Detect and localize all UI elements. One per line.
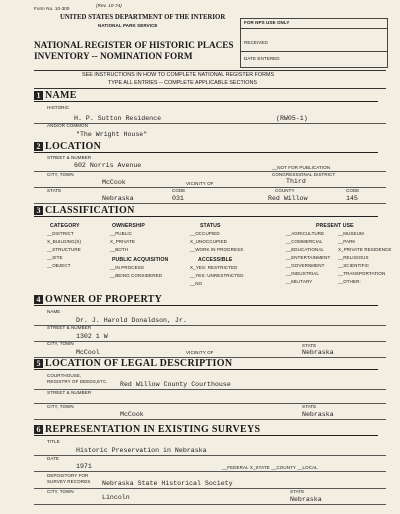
owner-name-value: Dr. J. Harold Donaldson, Jr. [76, 317, 187, 324]
classification-option: __EDUCATIONAL [286, 247, 324, 252]
survey-date-value: 1971 [76, 463, 92, 470]
classification-option: __DISTRICT [47, 231, 74, 236]
classification-option: X_UNOCCUPIED [190, 239, 227, 244]
classification-option: __INDUSTRIAL [286, 271, 319, 276]
section-6-title: REPRESENTATION IN EXISTING SURVEYS [45, 424, 261, 435]
ownership-heading: OWNERSHIP [112, 223, 145, 229]
form-title-line2: INVENTORY -- NOMINATION FORM [34, 51, 193, 61]
county-label: COUNTY [275, 188, 295, 193]
owner-name-label: NAME [47, 309, 61, 314]
legal-street-label: STREET & NUMBER [47, 390, 92, 395]
state-label: STATE [47, 188, 62, 193]
owner-state-label: STATE [302, 343, 317, 348]
section-5-title: LOCATION OF LEGAL DESCRIPTION [45, 358, 233, 369]
section-1-number: 1 [34, 91, 43, 100]
classification-option: __RELIGIOUS [338, 255, 369, 260]
legal-state-label: STATE [302, 404, 317, 409]
classification-option: __WORK IN PROGRESS [190, 247, 244, 252]
state-value: Nebraska [102, 195, 134, 202]
county-code-value: 145 [346, 195, 358, 202]
form-title-line1: NATIONAL REGISTER OF HISTORIC PLACES [34, 40, 234, 50]
owner-city-label: CITY, TOWN [47, 341, 74, 346]
congressional-district-label: CONGRESSIONAL DISTRICT [272, 172, 336, 177]
accessible-heading: ACCESSIBLE [198, 257, 233, 263]
present-use-heading: PRESENT USE [316, 223, 354, 229]
survey-state-label: STATE [290, 489, 305, 494]
survey-level-options: __FEDERAL X_STATE __COUNTY __LOCAL [222, 465, 318, 470]
section-6-number: 6 [34, 425, 43, 434]
instructions-line2: TYPE ALL ENTRIES -- COMPLETE APPLICABLE SECTIONS [108, 80, 257, 86]
county-value: Red Willow [268, 195, 308, 202]
classification-option: X_YES: RESTRICTED [190, 265, 238, 270]
date-entered-label: DATE ENTERED [244, 56, 280, 61]
classification-option: __PUBLIC [110, 231, 133, 236]
classification-option: __BEING CONSIDERED [110, 273, 163, 278]
section-3-number: 3 [34, 206, 43, 215]
classification-option: __YES: UNRESTRICTED [190, 273, 244, 278]
section-2-number: 2 [34, 142, 43, 151]
depository-value: Nebraska State Historical Society [102, 480, 233, 487]
depository-label: DEPOSITORY FOR [47, 473, 89, 478]
instructions-banner [34, 70, 386, 89]
classification-option: __MILITARY [286, 279, 313, 284]
survey-city-value: Lincoln [102, 494, 130, 501]
owner-street-label: STREET & NUMBER [47, 325, 92, 330]
instructions-line1: SEE INSTRUCTIONS IN HOW TO COMPLETE NATIONAL REGISTER FORMS [82, 72, 275, 78]
public-acquisition-heading: PUBLIC ACQUISITION [112, 257, 169, 263]
classification-option: __IN PROCESS [110, 265, 144, 270]
survey-records-label: SURVEY RECORDS [47, 479, 91, 484]
not-for-publication: __NOT FOR PUBLICATION [272, 165, 331, 170]
survey-title-label: TITLE [47, 439, 60, 444]
historic-name-value: H. P. Sutton Residence [74, 115, 162, 122]
section-2-title: LOCATION [45, 141, 102, 152]
classification-option: X_PRIVATE RESIDENCE [338, 247, 392, 252]
classification-option: __COMMERCIAL [286, 239, 323, 244]
district-value: Third [286, 178, 306, 185]
classification-option: __OBJECT [47, 263, 71, 268]
classification-option: __GOVERNMENT [286, 263, 325, 268]
survey-city-label: CITY, TOWN [47, 489, 74, 494]
legal-city-label: CITY, TOWN [47, 404, 74, 409]
form-number: Form No. 10-300 [34, 6, 70, 11]
section-5-number: 5 [34, 359, 43, 368]
category-heading: CATEGORY [50, 223, 80, 229]
survey-date-label: DATE [47, 456, 60, 461]
state-code-value: 031 [172, 195, 184, 202]
classification-option: __AGRICULTURE [286, 231, 325, 236]
code-label: CODE [172, 188, 186, 193]
section-3-title: CLASSIFICATION [45, 205, 135, 216]
vicinity-label: VICINITY OF [186, 181, 214, 186]
classification-option: __TRANSPORTATION [338, 271, 386, 276]
courthouse-value: Red Willow County Courthouse [120, 381, 231, 388]
classification-option: __SCIENTIFIC [338, 263, 370, 268]
service-name: NATIONAL PARK SERVICE [98, 23, 158, 28]
courthouse-label: COURTHOUSE, [47, 373, 82, 378]
classification-option: __PARK [338, 239, 356, 244]
historic-code-value: (RW05-1) [276, 115, 308, 122]
owner-state-value: Nebraska [302, 349, 334, 356]
classification-option: X_PRIVATE [110, 239, 135, 244]
classification-option: __BOTH [110, 247, 129, 252]
form-revision: (Rev. 10-74) [96, 3, 122, 8]
classification-option: __NO [190, 281, 203, 286]
street-number-label: STREET & NUMBER [47, 155, 92, 160]
legal-city-value: McCook [120, 411, 144, 418]
nps-use-box [240, 18, 388, 68]
survey-state-value: Nebraska [290, 496, 322, 503]
common-name-value: "The Wright House" [76, 131, 148, 138]
city-town-label: CITY, TOWN [47, 172, 74, 177]
section-4-title: OWNER OF PROPERTY [45, 294, 163, 305]
received-label: RECEIVED [244, 40, 268, 45]
classification-option: __SITE [47, 255, 63, 260]
owner-vicinity-label: VICINITY OF [186, 350, 214, 355]
legal-state-value: Nebraska [302, 411, 334, 418]
classification-option: __OCCUPIED [190, 231, 220, 236]
registry-label: REGISTRY OF DEEDS,ETC. [47, 379, 108, 384]
classification-option: X_BUILDING(S) [47, 239, 82, 244]
status-heading: STATUS [200, 223, 221, 229]
department-name: UNITED STATES DEPARTMENT OF THE INTERIOR [60, 14, 226, 21]
classification-option: __OTHER: [338, 279, 361, 284]
owner-city-value: McCool [76, 349, 100, 356]
survey-title-value: Historic Preservation in Nebraska [76, 447, 207, 454]
street-value: 602 Norris Avenue [74, 162, 142, 169]
code2-label: CODE [346, 188, 360, 193]
classification-option: __MUSEUM [338, 231, 364, 236]
owner-street-value: 1302 1 W [76, 333, 108, 340]
classification-option: __STRUCTURE [47, 247, 81, 252]
city-value: McCook [102, 179, 126, 186]
section-4-number: 4 [34, 295, 43, 304]
historic-label: HISTORIC [47, 105, 70, 110]
nps-use-label: FOR NPS USE ONLY [244, 20, 290, 25]
section-1-title: NAME [45, 90, 77, 101]
classification-option: __ENTERTAINMENT [286, 255, 331, 260]
common-name-label: AND/OR COMMON [47, 123, 89, 128]
